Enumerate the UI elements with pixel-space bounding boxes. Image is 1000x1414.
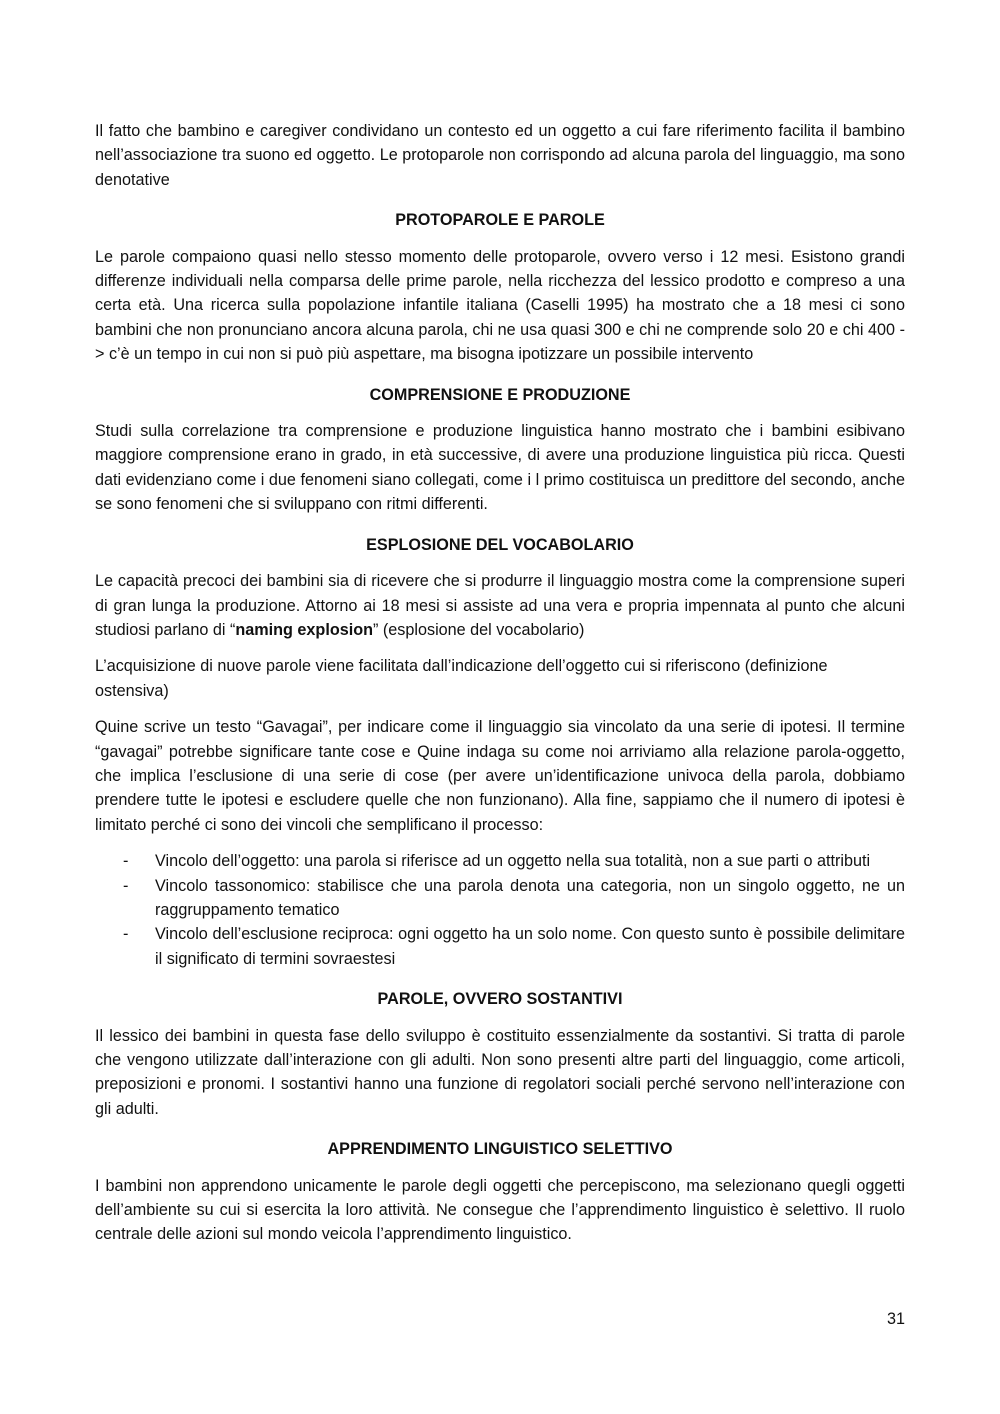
heading-sostantivi: PAROLE, OVVERO SOSTANTIVI xyxy=(377,990,623,1009)
bullet-dash: - xyxy=(123,925,129,944)
quine-paragraph: Quine scrive un testo “Gavagai”, per indicare come il linguaggio sia vincolato da una serie di ipotesi. Il termine “gavagai” potrebbe significare tante cose e Quine indaga su come noi arriviamo alla relazione parola-oggetto, che implica l’esclusione di una serie di cose (per avere un’identificazione univoca della parola, dobbiamo prendere tutte le ipotesi e escludere quelle che non funzionano). Alla fine, sappiamo che il numero di ipotesi è limitato perché ci sono dei vincoli che semplificano il processo: xyxy=(95,718,905,834)
comprensione-paragraph: Studi sulla correlazione tra comprensione e produzione linguistica hanno mostrato che i bambini esibivano maggiore comprensione erano in grado, in età successive, di avere una produzione linguistica più ricca. Questi dati evidenziano come i due fenomeni siano collegati, come i l primo costituisca un predittore del secondo, anche se sono fenomeni che si sviluppano con ritmi differenti. xyxy=(95,422,905,514)
protoparole-paragraph: Le parole compaiono quasi nello stesso momento delle protoparole, ovvero verso i 12 mesi. Esistono grandi differenze individuali nella comparsa delle prime parole, nella ricchezza del lessico prodotto e compreso a una certa età. Una ricerca sulla popolazione infantile italiana (Caselli 1995) ha mostrato che a 18 mesi ci sono bambini che non pronunciano ancora alcuna parola, chi ne usa quasi 300 e chi ne comprende solo 20 e chi 400 -> c’è un tempo in cui non si può più aspettare, ma bisogna ipotizzare un possibile intervento xyxy=(95,247,905,364)
vincoli-list xyxy=(95,849,905,971)
list-item xyxy=(95,849,905,873)
list-item-text: Vincolo dell’esclusione reciproca: ogni oggetto ha un solo nome. Con questo sunto è possibile delimitare il significato di termini sovraestesi xyxy=(155,925,905,968)
heading-comprensione: COMPRENSIONE E PRODUZIONE xyxy=(369,385,631,404)
document-page xyxy=(95,119,905,1259)
list-item xyxy=(95,874,905,923)
bullet-dash: - xyxy=(123,876,129,895)
acquisizione-paragraph: L’acquisizione di nuove parole viene facilitata dall’indicazione dell’oggetto cui si riferiscono (definizione ostensiva) xyxy=(95,657,828,700)
heading-selettivo: APPRENDIMENTO LINGUISTICO SELETTIVO xyxy=(327,1140,673,1159)
esplosione-text-post: ” (esplosione del vocabolario) xyxy=(373,620,585,639)
heading-protoparole: PROTOPAROLE E PAROLE xyxy=(395,211,605,230)
heading-esplosione: ESPLOSIONE DEL VOCABOLARIO xyxy=(366,535,634,554)
intro-paragraph: Il fatto che bambino e caregiver condividano un contesto ed un oggetto a cui fare riferimento facilita il bambino nell’associazione tra suono ed oggetto. Le protoparole non corrispondo ad alcuna parola del linguaggio, ma sono denotative xyxy=(95,122,905,189)
selettivo-paragraph: I bambini non apprendono unicamente le parole degli oggetti che percepiscono, ma selezionano quegli oggetti dell’ambiente su cui si esercita la loro attività. Ne consegue che l’apprendimento linguistico è selettivo. Il ruolo centrale delle azioni sul mondo veicola l’apprendimento linguistico. xyxy=(95,1176,905,1244)
esplosione-text-pre: Le capacità precoci dei bambini sia di ricevere che si produrre il linguaggio mostra come la comprensione superi di gran lunga la produzione. Attorno ai 18 mesi si assiste ad una vera e propria impennata al punto che alcuni studiosi parlano di “ xyxy=(95,572,905,639)
sostantivi-paragraph: Il lessico dei bambini in questa fase dello sviluppo è costituito essenzialmente da sostantivi. Si tratta di parole che vengono utilizzate dall’interazione con gli adulti. Non sono presenti altre parti del linguaggio, come articoli, preposizioni e pronomi. I sostantivi hanno una funzione di regolatori sociali perché servono nell’interazione con gli adulti. xyxy=(95,1026,905,1118)
page-number: 31 xyxy=(886,1310,905,1328)
bullet-dash: - xyxy=(123,852,129,871)
esplosione-paragraph xyxy=(95,569,905,642)
list-item-text: Vincolo tassonomico: stabilisce che una parola denota una categoria, non un singolo oggetto, ne un raggruppamento tematico xyxy=(155,876,905,919)
list-item xyxy=(95,922,905,971)
naming-explosion-term: naming explosion xyxy=(235,620,373,639)
list-item-text: Vincolo dell’oggetto: una parola si riferisce ad un oggetto nella sua totalità, non a sue parti o attributi xyxy=(155,852,871,871)
